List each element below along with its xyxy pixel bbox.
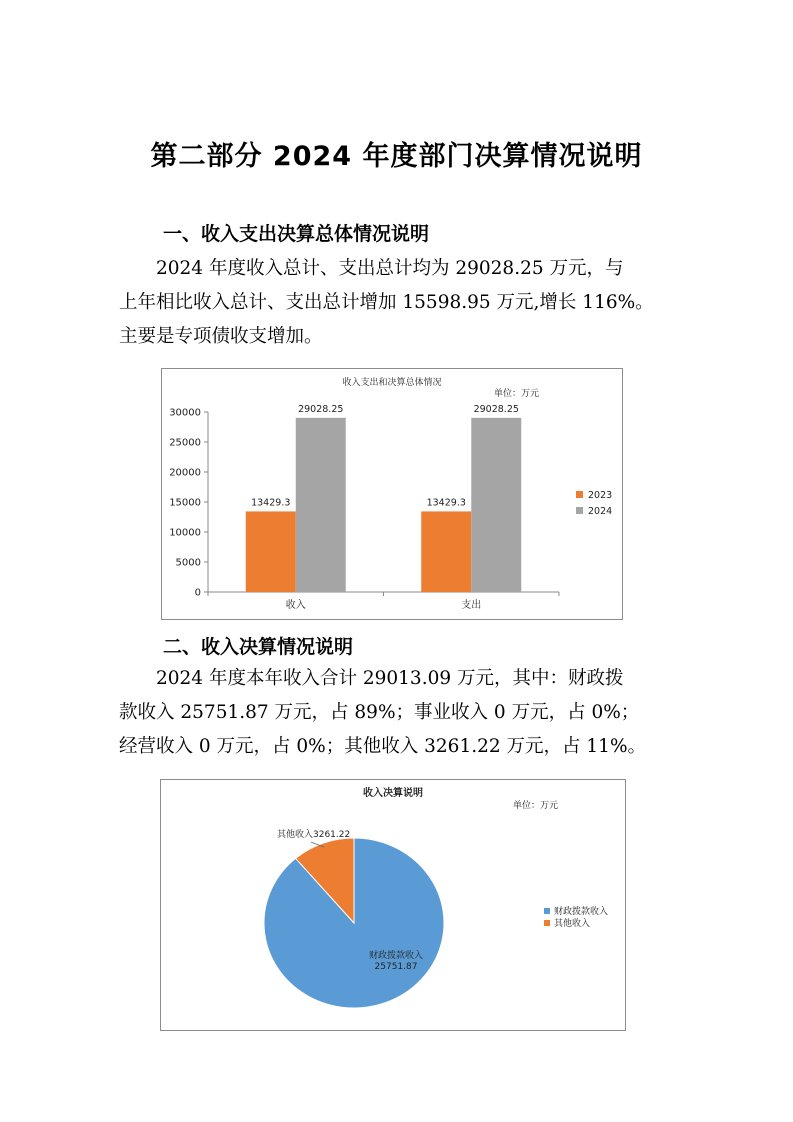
y-tick-label: 30000	[169, 407, 201, 419]
paragraph-line: 主要是专项债收支增加。	[119, 326, 323, 347]
legend-swatch	[576, 491, 583, 498]
bar-2024	[296, 418, 346, 592]
section-paragraph-2	[119, 662, 679, 764]
section-heading-1: 一、收入支出决算总体情况说明	[163, 223, 430, 245]
legend-label: 其他收入	[554, 919, 591, 929]
bar-chart-title: 收入支出和决算总体情况	[342, 378, 442, 388]
section-heading-2: 二、收入决算情况说明	[163, 636, 354, 658]
x-tick-label: 收入	[285, 600, 306, 611]
pie-data-label: 财政拨款收入	[368, 951, 424, 961]
legend-label: 2023	[588, 490, 613, 501]
bar-data-label: 13429.3	[251, 497, 291, 509]
pie-chart-title: 收入决算说明	[363, 788, 423, 799]
legend-label: 财政拨款收入	[554, 907, 609, 917]
bar-data-label: 29028.25	[298, 403, 344, 415]
pie-data-label: 其他收入3261.22	[277, 830, 351, 840]
bar-chart	[162, 369, 622, 619]
bar-data-label: 13429.3	[426, 497, 466, 509]
y-tick-label: 10000	[169, 527, 201, 539]
section-paragraph-1	[119, 252, 679, 354]
y-tick-label: 0	[194, 587, 201, 599]
paragraph-line: 款收入 25751.87 万元，占 89%；事业收入 0 万元，占 0%；	[119, 702, 640, 723]
pie-chart	[161, 780, 625, 1030]
bar-chart-unit: 单位：万元	[494, 389, 540, 399]
pie-chart-frame	[160, 779, 626, 1031]
bar-2023	[421, 511, 471, 592]
bar-data-label: 29028.25	[473, 403, 519, 415]
legend-label: 2024	[588, 506, 613, 517]
paragraph-line: 2024 年度本年收入合计 29013.09 万元，其中：财政拨	[156, 668, 624, 689]
y-tick-label: 20000	[169, 467, 201, 479]
paragraph-line: 上年相比收入总计、支出总计增加 15598.95 万元,增长 116%。	[119, 292, 654, 313]
legend-swatch	[576, 507, 583, 514]
x-tick-label: 支出	[461, 600, 482, 611]
bar-2024	[471, 418, 521, 592]
pie-data-value: 25751.87	[374, 962, 418, 972]
bar-chart-frame	[161, 368, 623, 620]
pie-chart-unit: 单位：万元	[513, 801, 559, 811]
y-tick-label: 15000	[169, 497, 201, 509]
y-tick-label: 25000	[169, 437, 201, 449]
page-title: 第二部分 2024 年度部门决算情况说明	[150, 141, 643, 172]
paragraph-line: 2024 年度收入总计、支出总计均为 29028.25 万元，与	[156, 258, 624, 279]
legend-swatch	[544, 920, 550, 926]
y-tick-label: 5000	[175, 557, 201, 569]
legend-swatch	[544, 908, 550, 914]
bar-2023	[246, 511, 296, 592]
paragraph-line: 经营收入 0 万元，占 0%；其他收入 3261.22 万元，占 11%。	[119, 736, 647, 757]
